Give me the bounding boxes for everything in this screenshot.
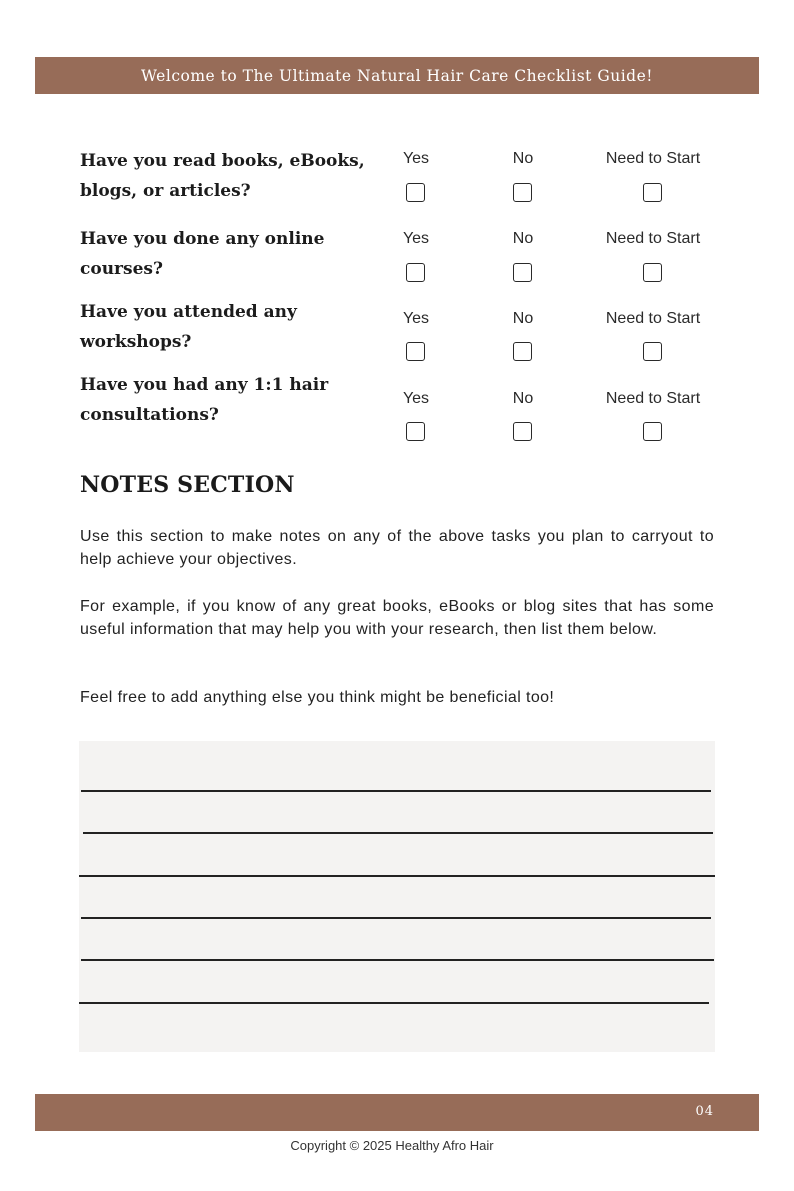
note-line bbox=[79, 875, 715, 877]
page-number: 04 bbox=[695, 1104, 714, 1119]
option-label-need-to-start: Need to Start bbox=[605, 150, 701, 167]
option-label-no: No bbox=[512, 390, 534, 407]
checkbox-q2-no[interactable] bbox=[513, 263, 532, 282]
question-2-line-1: Have you done any online bbox=[80, 229, 325, 249]
checkbox-q3-no[interactable] bbox=[513, 342, 532, 361]
option-label-no: No bbox=[512, 230, 534, 247]
notes-paragraph-3: Feel free to add anything else you think might be beneficial too! bbox=[80, 689, 555, 706]
question-1-line-2: blogs, or articles? bbox=[80, 181, 251, 201]
option-label-yes: Yes bbox=[402, 390, 430, 407]
checkbox-q1-need-to-start[interactable] bbox=[643, 183, 662, 202]
note-line bbox=[81, 790, 711, 792]
checkbox-q4-yes[interactable] bbox=[406, 422, 425, 441]
option-label-no: No bbox=[512, 150, 534, 167]
copyright-text: Copyright © 2025 Healthy Afro Hair bbox=[290, 1138, 494, 1153]
question-2 bbox=[80, 224, 380, 284]
checkbox-q1-yes[interactable] bbox=[406, 183, 425, 202]
header-title: Welcome to The Ultimate Natural Hair Care Checklist Guide! bbox=[141, 66, 653, 85]
checkbox-q4-no[interactable] bbox=[513, 422, 532, 441]
note-line bbox=[83, 832, 713, 834]
question-3-line-2: workshops? bbox=[80, 332, 192, 352]
notes-paragraph-2: For example, if you know of any great books, eBooks or blog sites that has some useful information that may help you with your research, then list them below. bbox=[80, 598, 714, 638]
note-line bbox=[81, 917, 711, 919]
question-3 bbox=[80, 297, 380, 357]
checkbox-q2-need-to-start[interactable] bbox=[643, 263, 662, 282]
question-1-line-1: Have you read books, eBooks, bbox=[80, 151, 365, 171]
checkbox-q2-yes[interactable] bbox=[406, 263, 425, 282]
header-banner bbox=[35, 57, 759, 94]
note-line bbox=[81, 959, 714, 961]
checkbox-q3-need-to-start[interactable] bbox=[643, 342, 662, 361]
option-label-yes: Yes bbox=[402, 150, 430, 167]
option-label-need-to-start: Need to Start bbox=[605, 310, 701, 327]
option-label-no: No bbox=[512, 310, 534, 327]
question-1 bbox=[80, 146, 380, 206]
note-line bbox=[79, 1002, 709, 1004]
question-3-line-1: Have you attended any bbox=[80, 302, 297, 322]
option-label-yes: Yes bbox=[402, 230, 430, 247]
option-label-yes: Yes bbox=[402, 310, 430, 327]
question-4-line-2: consultations? bbox=[80, 405, 219, 425]
checkbox-q1-no[interactable] bbox=[513, 183, 532, 202]
checkbox-q3-yes[interactable] bbox=[406, 342, 425, 361]
question-4-line-1: Have you had any 1:1 hair bbox=[80, 375, 329, 395]
notes-writing-area[interactable] bbox=[79, 741, 715, 1052]
checkbox-q4-need-to-start[interactable] bbox=[643, 422, 662, 441]
notes-heading: NOTES SECTION bbox=[80, 472, 295, 498]
option-label-need-to-start: Need to Start bbox=[605, 390, 701, 407]
option-label-need-to-start: Need to Start bbox=[605, 230, 701, 247]
footer-bar bbox=[35, 1094, 759, 1131]
question-4 bbox=[80, 370, 380, 430]
notes-paragraph-1: Use this section to make notes on any of the above tasks you plan to carryout to help achieve your objectives. bbox=[80, 528, 714, 568]
question-2-line-2: courses? bbox=[80, 259, 163, 279]
